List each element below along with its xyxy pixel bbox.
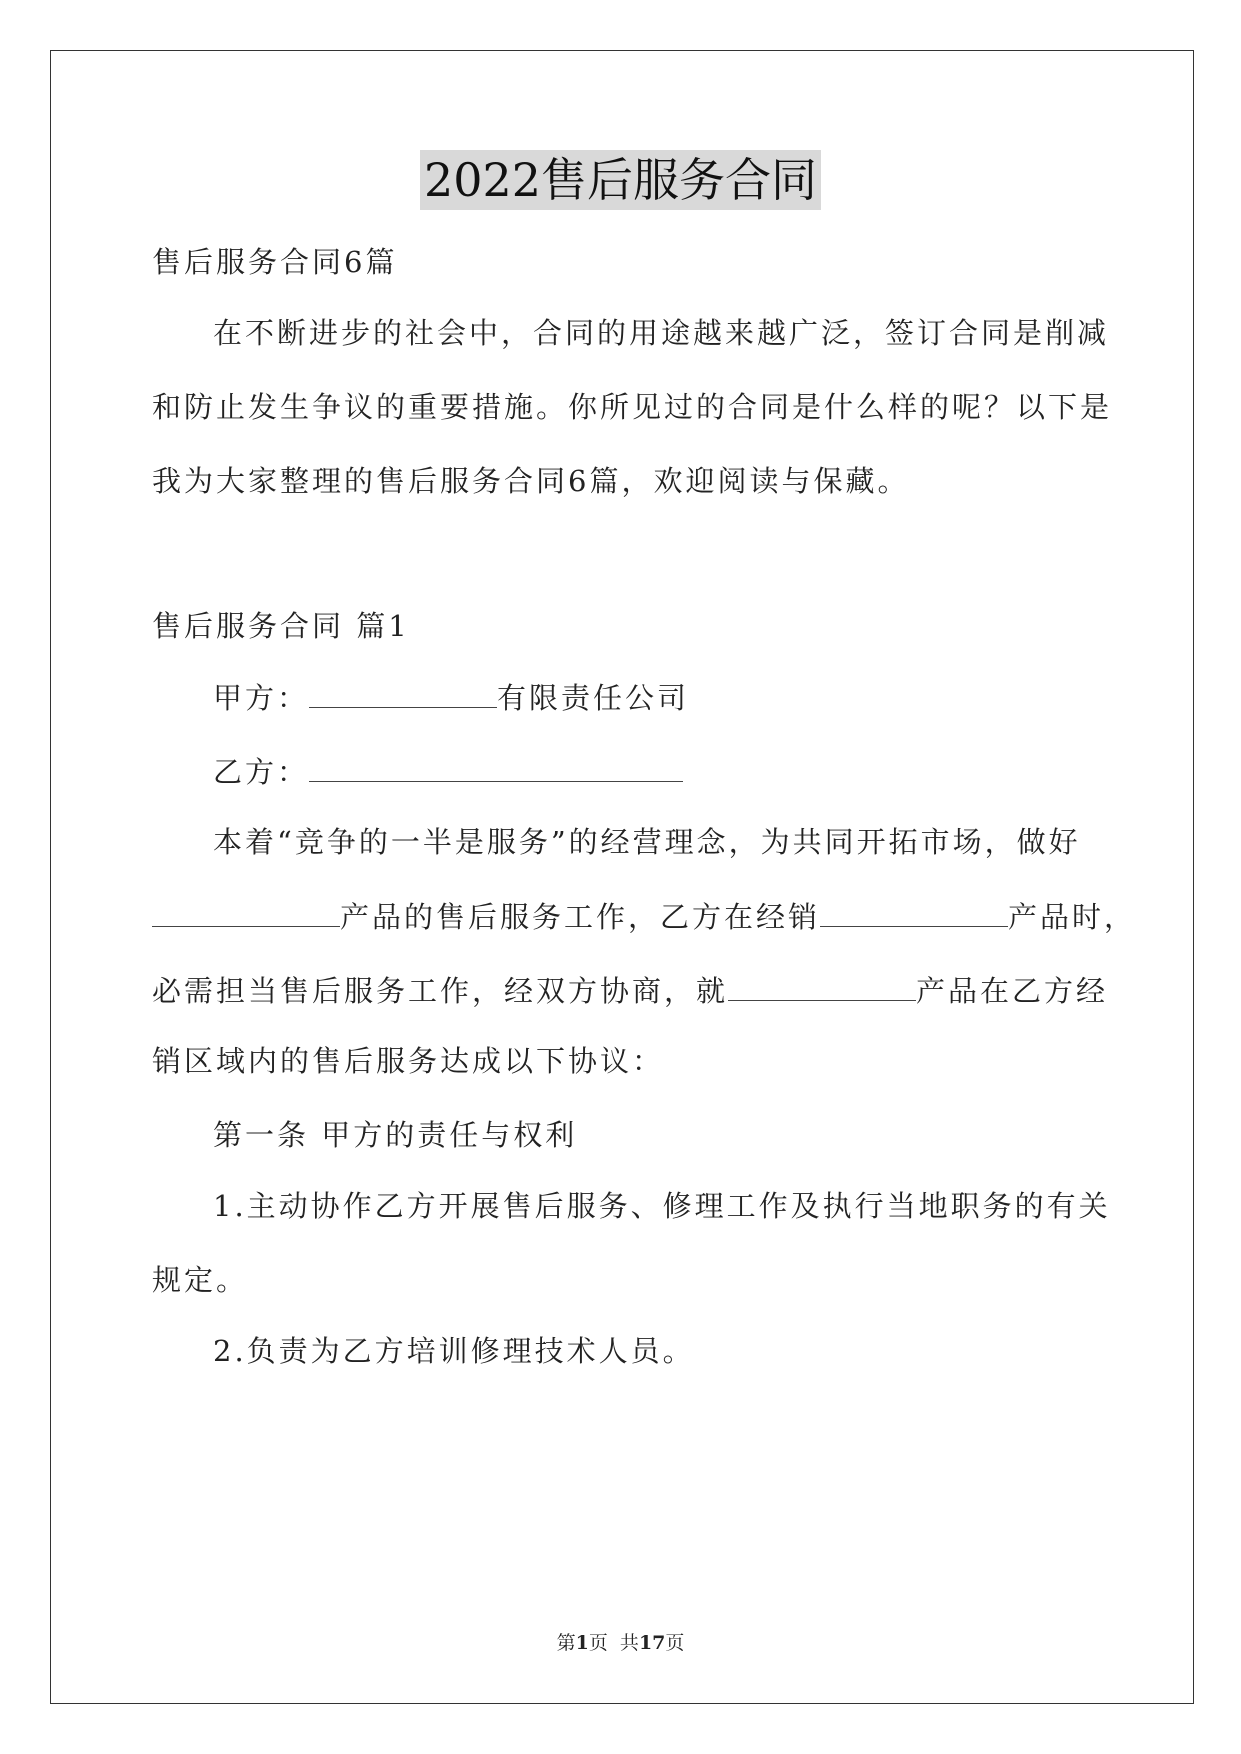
party-a-line	[213, 677, 689, 718]
body-line-3-text-b: 产品在乙方经	[916, 974, 1109, 1008]
body-line-4: 销区域内的售后服务达成以下协议：	[152, 1044, 665, 1078]
document-subtitle: 售后服务合同6篇	[152, 245, 398, 279]
document-title: 2022售后服务合同	[420, 150, 821, 210]
item-1-line-2: 规定。	[152, 1263, 249, 1297]
footer-mid: 页 共	[588, 1632, 639, 1654]
body-line-1: 本着“竞争的一半是服务”的经营理念，为共同开拓市场，做好	[213, 825, 1081, 859]
party-a-label: 甲方：	[213, 681, 310, 715]
page-border	[50, 50, 1194, 1704]
item-2: 2.负责为乙方培训修理技术人员。	[213, 1334, 695, 1368]
party-a-blank	[309, 677, 497, 708]
footer-prefix: 第	[556, 1632, 576, 1654]
body-line-2-text-b: 产品时，	[1008, 900, 1137, 934]
party-a-suffix: 有限责任公司	[497, 681, 690, 715]
party-b-blank	[309, 751, 683, 782]
intro-line-2: 和防止发生争议的重要措施。你所见过的合同是什么样的呢？以下是	[152, 390, 1113, 424]
title-container	[0, 150, 1241, 210]
footer-page-number: 1	[575, 1632, 589, 1654]
product-blank-3	[728, 970, 916, 1001]
intro-line-1: 在不断进步的社会中，合同的用途越来越广泛，签订合同是削减	[213, 316, 1110, 350]
product-blank-1	[152, 896, 340, 927]
party-b-line	[213, 751, 683, 792]
intro-line-3: 我为大家整理的售后服务合同6篇，欢迎阅读与保藏。	[152, 464, 910, 498]
body-line-3	[152, 970, 1108, 1011]
item-1-line-1: 1.主动协作乙方开展售后服务、修理工作及执行当地职务的有关	[213, 1189, 1111, 1223]
footer-total-pages: 17	[638, 1632, 666, 1654]
section-heading: 售后服务合同 篇1	[152, 609, 410, 643]
party-b-label: 乙方：	[213, 755, 310, 789]
body-line-2	[152, 896, 1136, 937]
page-footer	[0, 1630, 1241, 1656]
product-blank-2	[820, 896, 1008, 927]
body-line-3-text-a: 必需担当售后服务工作，经双方协商，就	[152, 974, 729, 1008]
body-line-2-text-a: 产品的售后服务工作，乙方在经销	[340, 900, 821, 934]
article-1-heading: 第一条 甲方的责任与权利	[213, 1118, 578, 1152]
footer-suffix: 页	[665, 1632, 685, 1654]
